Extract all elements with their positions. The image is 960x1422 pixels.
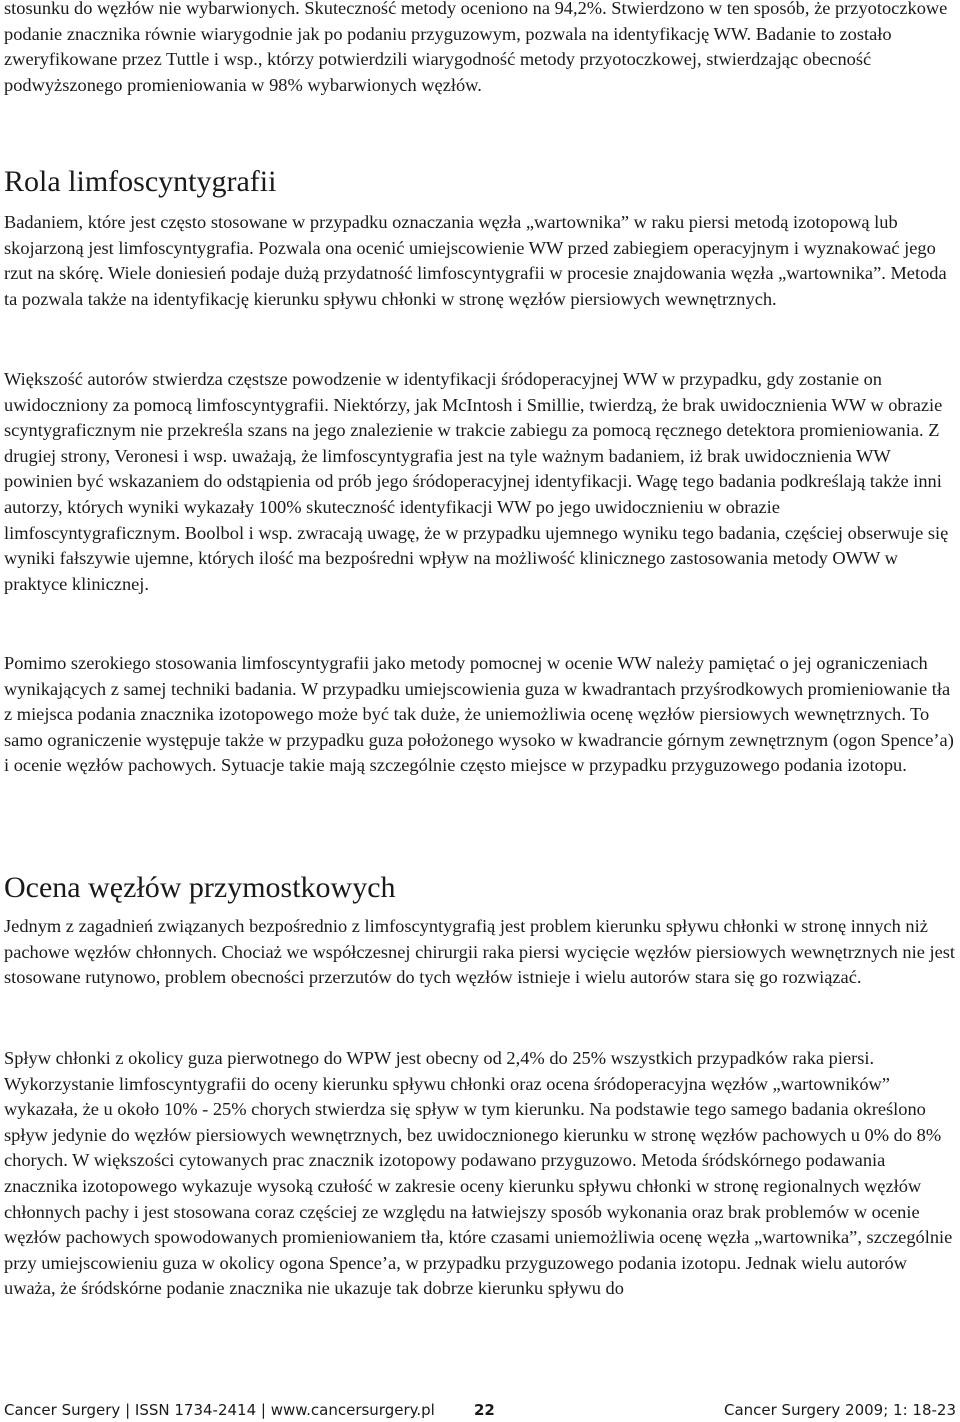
section-heading-limfoscyntygrafia: Rola limfoscyntygrafii (4, 165, 277, 198)
paragraph: Spływ chłonki z okolicy guza pierwotnego do WPW jest obecny od 2,4% do 25% wszystkich przypadków raka piersi. Wykorzystanie limfoscyntygrafii do oceny kierunku spływu chłonki oraz ocena śródoperacyjna węzłów „wartowników” wykazała, że u około 10% - 25% chorych stwierdza się spływ w tym kierunku. Na podstawie tego samego badania określono spływ jedynie do węzłów piersiowych wewnętrznych, bez uwidocznionego kierunku w stronę węzłów pachowych u 0% do 8% chorych. W większości cytowanych prac znacznik izotopowy podawano przyguzowo. Metoda śródskórnego podawania znacznika izotopowego wykazuje wysoką czułość w zakresie oceny kierunku spływu chłonki w stronę regionalnych węzłów chłonnych pachy i jest stosowana coraz częściej ze względu na łatwiejszy sposób wykonania oraz brak problemów w ocenie węzłów pachowych spowodowanych promieniowaniem tła, które czasami uniemożliwia ocenę węzła „wartownika”, szczególnie przy umiejscowieniu guza w okolicy ogona Spence’a, w przypadku przyguzowego podania izotopu. Jednak wielu autorów uważa, że śródskórne podanie znacznika nie ukazuje tak dobrze kierunku spływu do (4, 1048, 953, 1299)
paragraph: Pomimo szerokiego stosowania limfoscyntygrafii jako metody pomocnej w ocenie WW należy pamiętać o jej ograniczeniach wynikających z samej techniki badania. W przypadku umiejscowienia guza w kwadrantach przyśrodkowych promieniowanie tła z miejsca podania znacznika izotopowego może być tak duże, że uniemożliwia ocenę węzłów piersiowych wewnętrznych. To samo ograniczenie występuje także w przypadku guza położonego wysoko w kwadrancie górnym zewnętrznym (ogon Spence’a) i ocenie węzłów pachowych. Sytuacje takie mają szczególnie często miejsce w przypadku przyguzowego podania izotopu. (4, 653, 954, 776)
paragraph-intro-continuation: stosunku do węzłów nie wybarwionych. Skuteczność metody oceniono na 94,2%. Stwierdzono w ten sposób, że przyotoczkowe podanie znacznika równie wiarygodnie jak po podaniu przyguzowym, pozwala na identyfikację WW. Badanie to zostało zweryfikowane przez Tuttle i wsp., którzy potwierdzili wiarygodność metody przyotoczkowej, stwierdzając obecność podwyższonego promieniowania w 98% wybarwionych węzłów. (4, 0, 948, 95)
section-heading-wezly-przymostkowe: Ocena węzłów przymostkowych (4, 871, 396, 904)
paragraph: Jednym z zagadnień związanych bezpośrednio z limfoscyntygrafią jest problem kierunku spływu chłonki w stronę innych niż pachowe węzłów chłonnych. Chociaż we współczesnej chirurgii raka piersi wycięcie węzłów piersiowych wewnętrznych nie jest stosowane rutynowo, problem obecności przerzutów do tych węzłów istnieje i wielu autorów stara się go rozwiązać. (4, 916, 956, 988)
page-footer (4, 1399, 956, 1421)
page-number: 22 (474, 1401, 495, 1419)
paragraph: Większość autorów stwierdza częstsze powodzenie w identyfikacji śródoperacyjnej WW w przypadku, gdy zostanie on uwidoczniony za pomocą limfoscyntygrafii. Niektórzy, jak McIntosh i Smillie, twierdzą, że brak uwidocznienia WW w obrazie scyntygraficznym nie przekreśla szans na jego znalezienie w trakcie zabiegu za pomocą ręcznego detektora promieniowania. Z drugiej strony, Veronesi i wsp. uważają, że limfoscyntygrafia jest na tyle ważnym badaniem, iż brak uwidocznienia WW powinien być wskazaniem do odstąpienia od prób jego śródoperacyjnej identyfikacji. Wagę tego badania podkreślają także inni autorzy, których wyniki wykazały 100% skuteczność identyfikacji WW po jego uwidocznieniu w obrazie limfoscyntygraficznym. Boolbol i wsp. zwracają uwagę, że w przypadku ujemnego wyniku tego badania, częściej obserwuje się wyniki fałszywie ujemne, których ilość ma bezpośredni wpływ na możliwość klinicznego zastosowania metody OWW w praktyce klinicznej. (4, 369, 949, 594)
footer-citation: Cancer Surgery 2009; 1: 18-23 (723, 1401, 956, 1419)
paragraph: Badaniem, które jest często stosowane w przypadku oznaczania węzła „wartownika” w raku piersi metodą izotopową lub skojarzoną jest limfoscyntygrafia. Pozwala ona ocenić umiejscowienie WW przed zabiegiem operacyjnym i wyznakować jego rzut na skórę. Wiele doniesień podaje dużą przydatność limfoscyntygrafii w procesie znajdowania węzła „wartownika”. Metoda ta pozwala także na identyfikację kierunku spływu chłonki w stronę węzłów piersiowych wewnętrznych. (4, 212, 947, 309)
footer-journal-info: Cancer Surgery | ISSN 1734-2414 | www.cancersurgery.pl (4, 1401, 435, 1419)
